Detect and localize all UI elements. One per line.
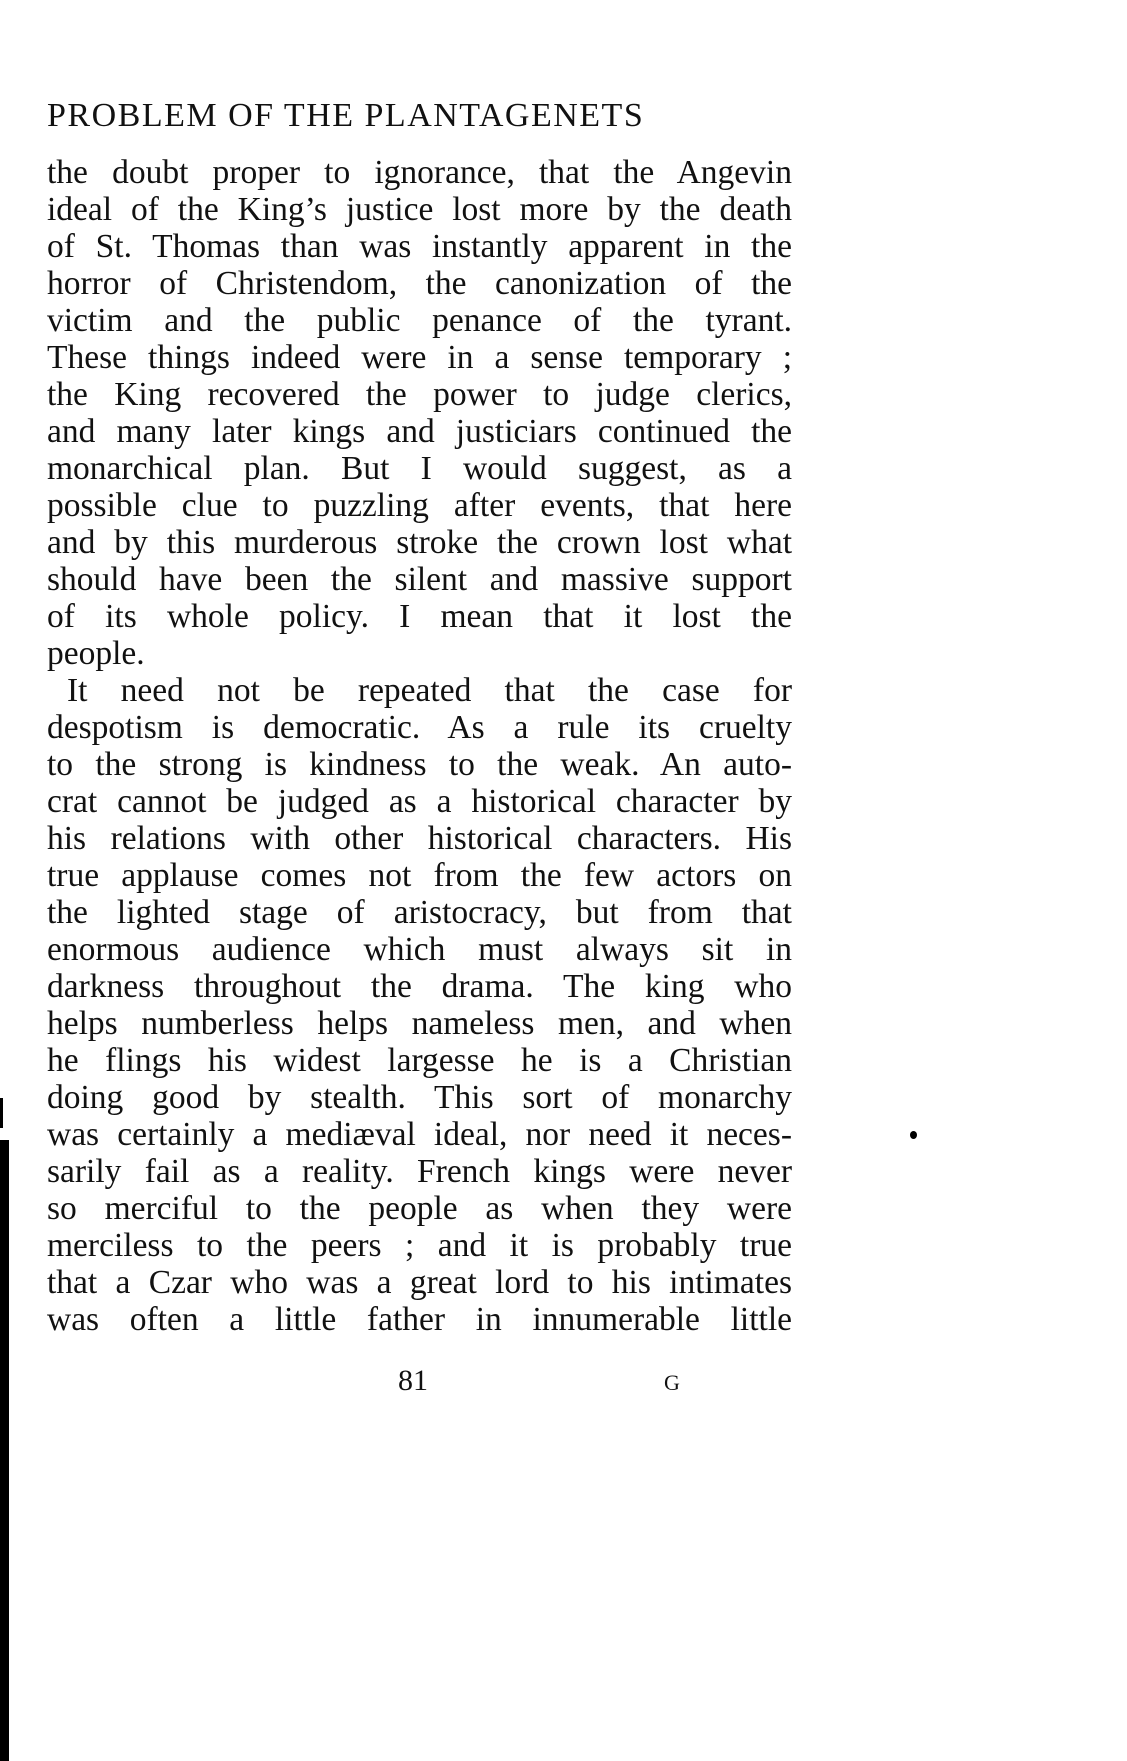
text-line: so merciful to the people as when they were — [47, 1190, 792, 1227]
text-line: the lighted stage of aristocracy, but from that — [47, 894, 792, 931]
text-line: victim and the public penance of the tyrant. — [47, 302, 792, 339]
page-number: 81 — [398, 1364, 428, 1397]
text-line: monarchical plan. But I would suggest, as a — [47, 450, 792, 487]
text-line: It need not be repeated that the case for — [67, 672, 792, 709]
text-line: helps numberless helps nameless men, and when — [47, 1005, 792, 1042]
body-text — [47, 154, 792, 1338]
text-line: his relations with other historical characters. His — [47, 820, 792, 857]
text-line: should have been the silent and massive support — [47, 561, 792, 598]
text-line: to the strong is kindness to the weak. An auto- — [47, 746, 792, 783]
text-line: horror of Christendom, the canonization of the — [47, 265, 792, 302]
scan-edge-mark — [0, 1098, 3, 1128]
scan-edge-shadow — [0, 1140, 9, 1761]
text-line: ideal of the King’s justice lost more by the death — [47, 191, 792, 228]
text-line: merciless to the peers ; and it is probably true — [47, 1227, 792, 1264]
text-line: and many later kings and justiciars continued the — [47, 413, 792, 450]
text-line: of St. Thomas than was instantly apparent in the — [47, 228, 792, 265]
text-line: enormous audience which must always sit in — [47, 931, 792, 968]
text-line: darkness throughout the drama. The king who — [47, 968, 792, 1005]
text-line: the doubt proper to ignorance, that the Angevin — [47, 154, 792, 191]
text-line: despotism is democratic. As a rule its cruelty — [47, 709, 792, 746]
running-head: PROBLEM OF THE PLANTAGENETS — [47, 97, 645, 134]
text-line: doing good by stealth. This sort of monarchy — [47, 1079, 792, 1116]
text-line: possible clue to puzzling after events, that here — [47, 487, 792, 524]
text-line: and by this murderous stroke the crown lost what — [47, 524, 792, 561]
text-line: he flings his widest largesse he is a Christian — [47, 1042, 792, 1079]
text-line: the King recovered the power to judge clerics, — [47, 376, 792, 413]
text-line: that a Czar who was a great lord to his intimates — [47, 1264, 792, 1301]
text-line: sarily fail as a reality. French kings were never — [47, 1153, 792, 1190]
text-line: was often a little father in innumerable little — [47, 1301, 792, 1338]
scan-speck — [910, 1131, 917, 1139]
text-line: people. — [47, 635, 145, 672]
text-line: true applause comes not from the few actors on — [47, 857, 792, 894]
text-line: of its whole policy. I mean that it lost the — [47, 598, 792, 635]
text-line: These things indeed were in a sense temporary ; — [47, 339, 792, 376]
text-line: was certainly a mediæval ideal, nor need it neces- — [47, 1116, 792, 1153]
text-line: crat cannot be judged as a historical character by — [47, 783, 792, 820]
signature-mark: G — [664, 1370, 680, 1395]
